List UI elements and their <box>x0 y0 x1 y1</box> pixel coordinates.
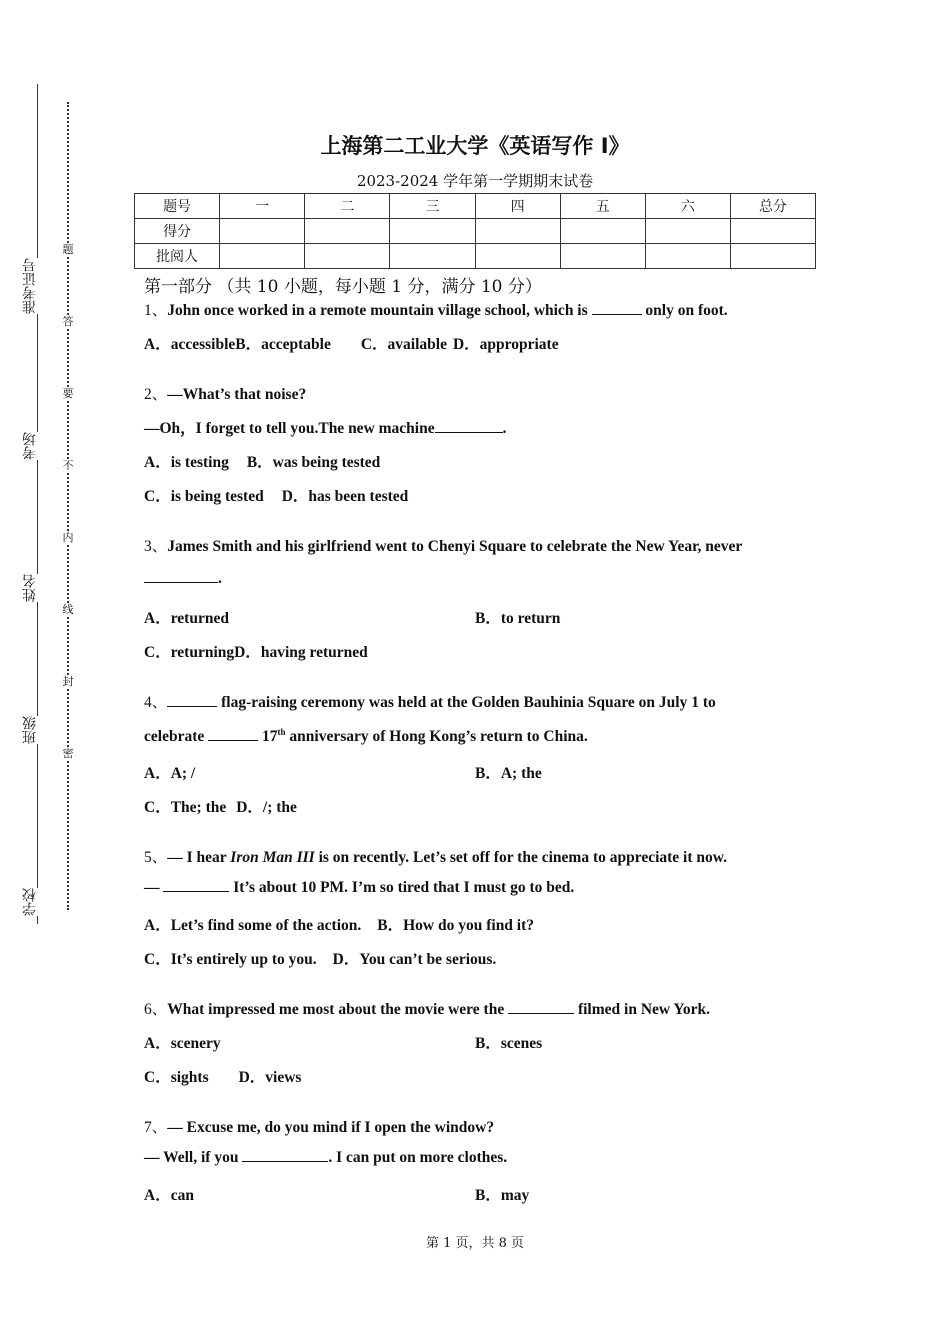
score-cell[interactable] <box>305 244 390 269</box>
score-cell[interactable] <box>475 219 560 244</box>
score-header-cell: 三 <box>390 194 475 219</box>
seal-char: 封 <box>62 675 74 688</box>
question-4-options-ab <box>144 761 824 783</box>
score-cell[interactable] <box>475 244 560 269</box>
option-b[interactable]: B．scenes <box>475 1035 543 1052</box>
field-name: 姓名 <box>22 574 38 602</box>
option-d[interactable]: D．/; the <box>236 799 297 816</box>
option-d[interactable]: D．having returned <box>234 644 368 661</box>
option-b[interactable]: B．How do you find it? <box>377 917 535 934</box>
score-cell[interactable] <box>645 244 730 269</box>
option-a[interactable]: A．returned <box>144 610 229 627</box>
option-c[interactable]: C．available <box>360 336 447 353</box>
question-1-stem: 1、John once worked in a remote mountain village school, which is only on foot. <box>144 302 728 319</box>
score-table <box>134 193 816 269</box>
seal-char: 密 <box>62 747 74 760</box>
seal-char: 要 <box>62 387 74 400</box>
score-header-cell: 二 <box>305 194 390 219</box>
answer-blank[interactable] <box>208 728 258 741</box>
score-cell[interactable] <box>645 219 730 244</box>
field-exam-room: 考场 <box>22 432 38 460</box>
score-cell[interactable] <box>730 219 815 244</box>
question-6-options-ab <box>144 1031 824 1053</box>
option-d[interactable]: D．You can’t be serious. <box>332 951 497 968</box>
option-a[interactable]: A．is testing <box>144 454 229 471</box>
question-5-options-cd <box>144 947 496 969</box>
seal-char: 题 <box>62 243 74 256</box>
option-c[interactable]: C．returning <box>144 644 235 661</box>
question-2-options-ab <box>144 450 380 472</box>
exam-title: 上海第二工业大学《英语写作 I》 <box>320 134 630 158</box>
option-c[interactable]: C．is being tested <box>144 488 264 505</box>
answer-blank[interactable] <box>435 420 503 433</box>
question-6-options-cd <box>144 1065 301 1087</box>
question-6-stem: 6、What impressed me most about the movie were the filmed in New York. <box>144 1001 710 1018</box>
question-1-options <box>144 332 559 354</box>
question-7-line2: — Well, if you . I can put on more clothes. <box>144 1149 508 1166</box>
question-3-line2: . <box>144 570 222 588</box>
score-row-label: 得分 <box>135 219 220 244</box>
seal-char: 内 <box>62 531 74 544</box>
question-3-options-cd <box>144 640 368 662</box>
answer-blank[interactable] <box>508 1001 574 1014</box>
question-7-options-ab <box>144 1183 824 1205</box>
option-d[interactable]: D．views <box>238 1069 302 1086</box>
seal-char: 线 <box>62 603 74 616</box>
score-cell[interactable] <box>305 219 390 244</box>
option-a[interactable]: A．accessible <box>144 336 236 353</box>
question-2-options-cd <box>144 484 408 506</box>
score-table-row <box>135 244 816 269</box>
field-exam-id: 准考证号 <box>22 258 38 314</box>
option-b[interactable]: B．A; the <box>475 765 542 782</box>
binding-solid-line <box>37 84 38 924</box>
answer-blank[interactable] <box>163 879 229 892</box>
score-table-row <box>135 219 816 244</box>
question-3-stem: 3、James Smith and his girlfriend went to Chenyi Square to celebrate the New Year, never <box>144 538 743 555</box>
score-header-cell: 题号 <box>135 194 220 219</box>
option-c[interactable]: C．sights <box>144 1069 209 1086</box>
section-title: 第一部分 （共 10 小题，每小题 1 分，满分 10 分） <box>144 277 542 297</box>
score-cell[interactable] <box>220 244 305 269</box>
score-cell[interactable] <box>730 244 815 269</box>
field-class: 班级 <box>22 716 38 744</box>
seal-char: 答 <box>62 315 74 328</box>
question-4-line2: celebrate 17th anniversary of Hong Kong’s return to China. <box>144 727 588 746</box>
score-table-header-row <box>135 194 816 219</box>
answer-blank[interactable] <box>144 570 218 583</box>
question-4-options-cd <box>144 795 297 817</box>
option-a[interactable]: A．scenery <box>144 1035 221 1052</box>
question-5-options-ab <box>144 913 534 935</box>
answer-blank[interactable] <box>242 1149 328 1162</box>
question-4-stem: 4、 flag-raising ceremony was held at the Golden Bauhinia Square on July 1 to <box>144 694 716 711</box>
option-b[interactable]: B．may <box>475 1187 530 1204</box>
score-header-cell: 四 <box>475 194 560 219</box>
option-a[interactable]: A．A; / <box>144 765 196 782</box>
exam-subtitle: 2023-2024 学年第一学期期末试卷 <box>356 172 594 190</box>
option-d[interactable]: D．appropriate <box>452 336 559 353</box>
score-row-label: 批阅人 <box>135 244 220 269</box>
option-b[interactable]: B．to return <box>475 610 561 627</box>
answer-blank[interactable] <box>167 694 217 707</box>
page-footer: 第 1 页，共 8 页 <box>425 1236 525 1251</box>
question-2-stem: 2、—What’s that noise? <box>144 386 307 403</box>
score-cell[interactable] <box>560 244 645 269</box>
question-5-line2: — It’s about 10 PM. I’m so tired that I must go to bed. <box>144 879 575 896</box>
score-cell[interactable] <box>560 219 645 244</box>
score-header-cell: 一 <box>220 194 305 219</box>
score-header-cell: 六 <box>645 194 730 219</box>
score-header-cell: 五 <box>560 194 645 219</box>
answer-blank[interactable] <box>592 302 642 315</box>
option-b[interactable]: B．acceptable <box>235 336 331 353</box>
option-c[interactable]: C．The; the <box>144 799 227 816</box>
score-header-cell: 总分 <box>730 194 815 219</box>
option-d[interactable]: D．has been tested <box>281 488 409 505</box>
question-2-line2: —Oh，I forget to tell you.The new machine . <box>144 420 507 437</box>
option-c[interactable]: C．It’s entirely up to you. <box>144 951 317 968</box>
option-a[interactable]: A．Let’s find some of the action. <box>144 917 362 934</box>
question-5-stem: 5、— I hear Iron Man III is on recently. Let’s set off for the cinema to appreciate it now. <box>144 849 727 866</box>
option-a[interactable]: A．can <box>144 1187 194 1204</box>
score-cell[interactable] <box>390 219 475 244</box>
option-b[interactable]: B．was being tested <box>246 454 381 471</box>
binding-dotted-line <box>67 102 69 910</box>
question-7-stem: 7、— Excuse me, do you mind if I open the window? <box>144 1119 495 1136</box>
score-cell[interactable] <box>220 219 305 244</box>
question-3-options-ab <box>144 606 824 628</box>
seal-char: 不 <box>62 459 74 472</box>
score-cell[interactable] <box>390 244 475 269</box>
field-school: 学校 <box>22 888 38 916</box>
